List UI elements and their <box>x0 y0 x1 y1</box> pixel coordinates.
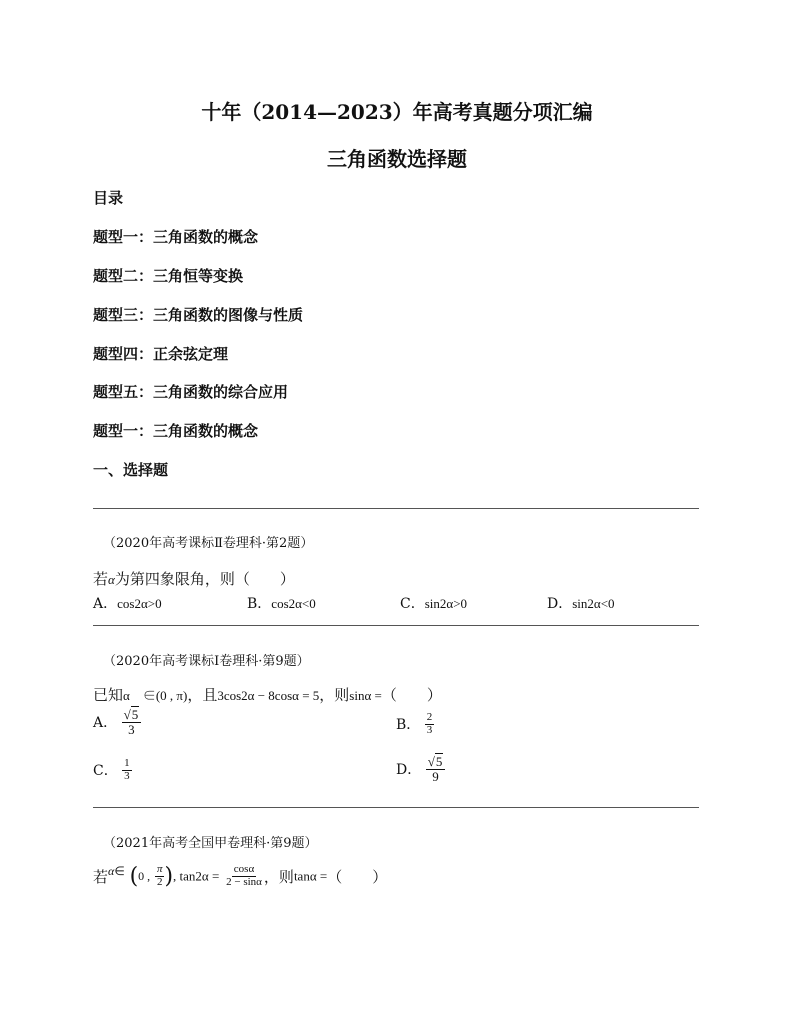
document-subtitle: 三角函数选择题 <box>327 147 467 171</box>
option-d: D．sin2α<0 <box>547 596 615 612</box>
question-source: （2021年高考全国甲卷理科·第9题） <box>103 836 318 851</box>
math-ask: sinα = <box>349 688 382 703</box>
option-a: A． $\frac{√5}{3}$ <box>93 708 141 736</box>
math-equation: 3cos2α − 8cosα = 5 <box>217 688 320 703</box>
question-stem: 已知α ∈(0 , π)，且3cos2α − 8cosα = 5，则sinα =（ ） <box>93 686 442 704</box>
document-title: 十年（2014—2023）年高考真题分项汇编 <box>201 100 593 124</box>
option-d: D． $\frac{√5}{9}$ <box>396 755 445 783</box>
divider <box>93 807 699 808</box>
math-ask: tanα = <box>293 868 328 884</box>
question-stem <box>93 568 295 589</box>
option-b: B．cos2α<0 <box>247 596 316 612</box>
toc-item: 题型二：三角恒等变换 <box>93 267 244 285</box>
math-var: α <box>108 572 115 587</box>
section-title: 题型一：三角函数的概念 <box>93 422 259 440</box>
question-stem: 若$^{\alpha\in}$ (0 , $\frac{\pi}{2}$ ), tan2α = $\frac{\cos\alpha}{2 - \sin\alpha}$ ，则tanα =（ ） <box>93 863 388 889</box>
question-source: （2020年高考课标Ⅱ卷理科·第2题） <box>103 536 314 551</box>
toc-item: 题型五：三角函数的综合应用 <box>93 383 289 401</box>
option-b: B． $\frac{2}{3}$ <box>396 711 433 736</box>
stem-text: 若 <box>93 570 109 588</box>
divider <box>93 625 699 626</box>
option-c: C．sin2α>0 <box>400 596 468 612</box>
option-a: A．cos2α>0 <box>93 596 162 612</box>
math-var: α <box>108 864 115 878</box>
math-condition: α ∈(0 , π) <box>123 688 188 703</box>
toc-heading: 目录 <box>93 189 124 207</box>
toc-item: 题型四：正余弦定理 <box>93 345 229 363</box>
option-c: C． $\frac{1}{3}$ <box>93 757 130 782</box>
section-heading: 一、选择题 <box>93 461 169 479</box>
divider <box>93 508 699 509</box>
stem-text: 为第四象限角，则（ ） <box>114 570 295 588</box>
toc-item: 题型一：三角函数的概念 <box>93 228 259 246</box>
toc-item: 题型三：三角函数的图像与性质 <box>93 306 304 324</box>
question-source: （2020年高考课标Ⅰ卷理科·第9题） <box>103 654 310 669</box>
